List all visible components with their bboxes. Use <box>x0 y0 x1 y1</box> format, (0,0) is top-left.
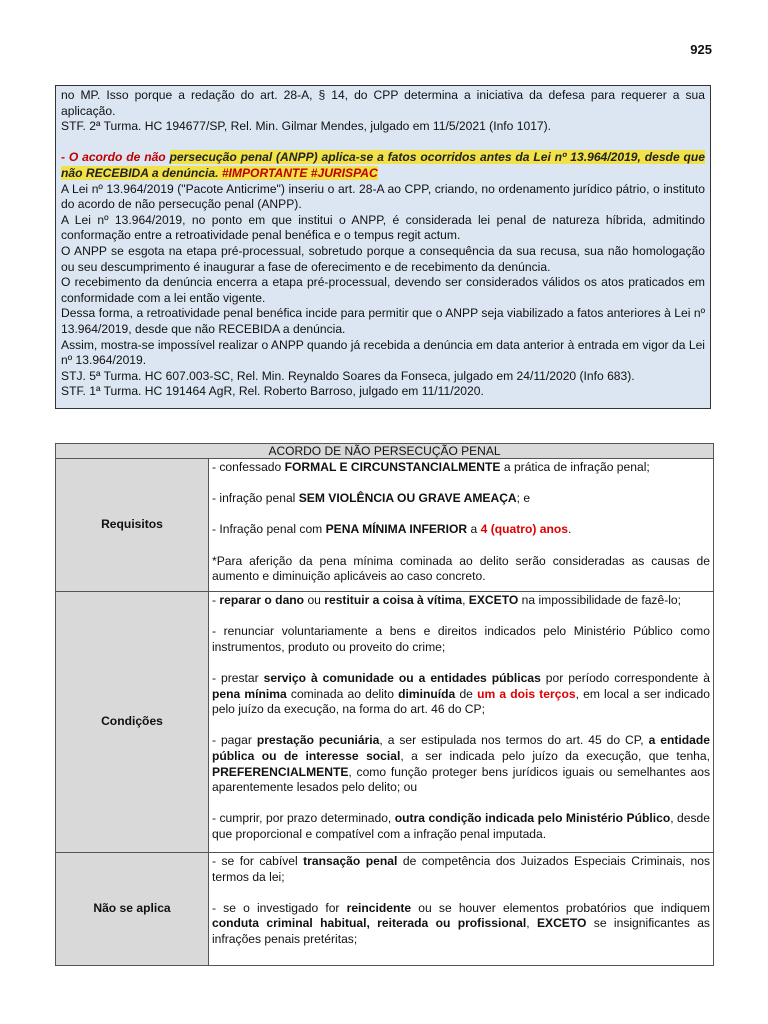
table-title: ACORDO DE NÃO PERSECUÇÃO PENAL <box>56 444 714 459</box>
paragraph: O ANPP se esgota na etapa pré-processual, sobretudo porque a consequência da sua recusa, sua não homologação ou seu descumprimento é inaugurar a fase de oferecimento e de recebimento da denúncia. <box>61 243 705 274</box>
jurisprudence-box <box>55 85 711 409</box>
list-item: - prestar serviço à comunidade ou a entidades públicas por período correspondente à pena mínima cominada ao delito diminuída de um a dois terços, em local a ser indicado pelo juízo da execução, na forma do art. 46 do CP; <box>212 670 710 717</box>
paragraph: no MP. Isso porque a redação do art. 28-A, § 14, do CPP determina a iniciativa da defesa para requerer a sua aplicação. <box>61 88 705 118</box>
list-item: - pagar prestação pecuniária, a ser estipulada nos termos do art. 45 do CP, a entidade pública ou de interesse social, a ser indicada pelo juízo da execução, que tenha, PREFERENCIALMENTE, como função proteger bens jurídicos iguais ou semelhantes aos aparentemente lesados pelo delito; ou <box>212 733 710 795</box>
table-row <box>56 459 714 592</box>
table-row <box>56 592 714 853</box>
lead-tags: #IMPORTANTE #JURISPAC <box>218 165 378 180</box>
list-item: - reparar o dano ou restituir a coisa à vítima, EXCETO na impossibilidade de fazê-lo; <box>212 593 681 607</box>
paragraph: O recebimento da denúncia encerra a etapa pré-processual, devendo ser considerados válidos os atos praticados em conformidade com a lei então vigente. <box>61 275 705 305</box>
list-item: - renunciar voluntariamente a bens e direitos indicados pelo Ministério Público como instrumentos, produto ou proveito do crime; <box>212 624 710 654</box>
lead-highlight: persecução penal (ANPP) aplica-se a fatos ocorridos antes da Lei nº 13.964/2019, desde que não RECEBIDA a denúncia. <box>61 150 706 180</box>
citation: STF. 2ª Turma. HC 194677/SP, Rel. Min. Gilmar Mendes, julgado em 11/5/2021 (Info 1017). <box>61 119 552 134</box>
list-item: - se for cabível transação penal de competência dos Juizados Especiais Criminais, nos termos da lei; <box>212 854 710 884</box>
row-content-condicoes <box>209 592 714 853</box>
footnote: *Para aferição da pena mínima cominada ao delito serão consideradas as causas de aumento e diminuição aplicáveis ao caso concreto. <box>212 553 710 584</box>
table-row <box>56 853 714 966</box>
paragraph: Dessa forma, a retroatividade penal benéfica incide para permitir que o ANPP seja viabilizado a fatos anteriores à Lei nº 13.964/2019, desde que não RECEBIDA a denúncia. <box>61 306 705 336</box>
citation: STF. 1ª Turma. HC 191464 AgR, Rel. Roberto Barroso, julgado em 11/11/2020. <box>61 384 484 399</box>
lead-thesis <box>61 150 705 181</box>
page-number: 925 <box>690 42 712 57</box>
list-item: - infração penal SEM VIOLÊNCIA OU GRAVE AMEAÇA; e <box>212 491 531 506</box>
row-label-nao-se-aplica: Não se aplica <box>56 853 209 966</box>
paragraph: A Lei nº 13.964/2019, no ponto em que institui o ANPP, é considerada lei penal de natureza híbrida, admitindo conformação entre a retroatividade penal benéfica e o tempus regit actum. <box>61 212 705 243</box>
list-item: - cumprir, por prazo determinado, outra condição indicada pelo Ministério Público, desde que proporcional e compatível com a infração penal imputada. <box>212 811 710 841</box>
paragraph: A Lei nº 13.964/2019 ("Pacote Anticrime") inseriu o art. 28-A ao CPP, criando, no ordenamento jurídico pátrio, o instituto do acordo de não persecução penal (ANPP). <box>61 181 705 212</box>
lead-prefix: - O acordo de não <box>61 150 170 165</box>
row-label-requisitos: Requisitos <box>56 459 209 592</box>
citation: STJ. 5ª Turma. HC 607.003-SC, Rel. Min. Reynaldo Soares da Fonseca, julgado em 24/11/2020 (Info 683). <box>61 368 635 383</box>
paragraph: Assim, mostra-se impossível realizar o ANPP quando já recebida a denúncia em data anterior à entrada em vigor da Lei nº 13.964/2019. <box>61 337 705 368</box>
list-item: - Infração penal com PENA MÍNIMA INFERIOR a 4 (quatro) anos. <box>212 522 572 537</box>
list-item: - confessado FORMAL E CIRCUNSTANCIALMENTE a prática de infração penal; <box>212 460 650 474</box>
row-content-requisitos <box>209 459 714 592</box>
row-label-condicoes: Condições <box>56 592 209 853</box>
anpp-table <box>55 443 714 966</box>
list-item: - se o investigado for reincidente ou se houver elementos probatórios que indiquem conduta criminal habitual, reiterada ou profissional, EXCETO se insignificantes as infrações penais pretéritas; <box>212 900 710 946</box>
row-content-nao-se-aplica <box>209 853 714 966</box>
